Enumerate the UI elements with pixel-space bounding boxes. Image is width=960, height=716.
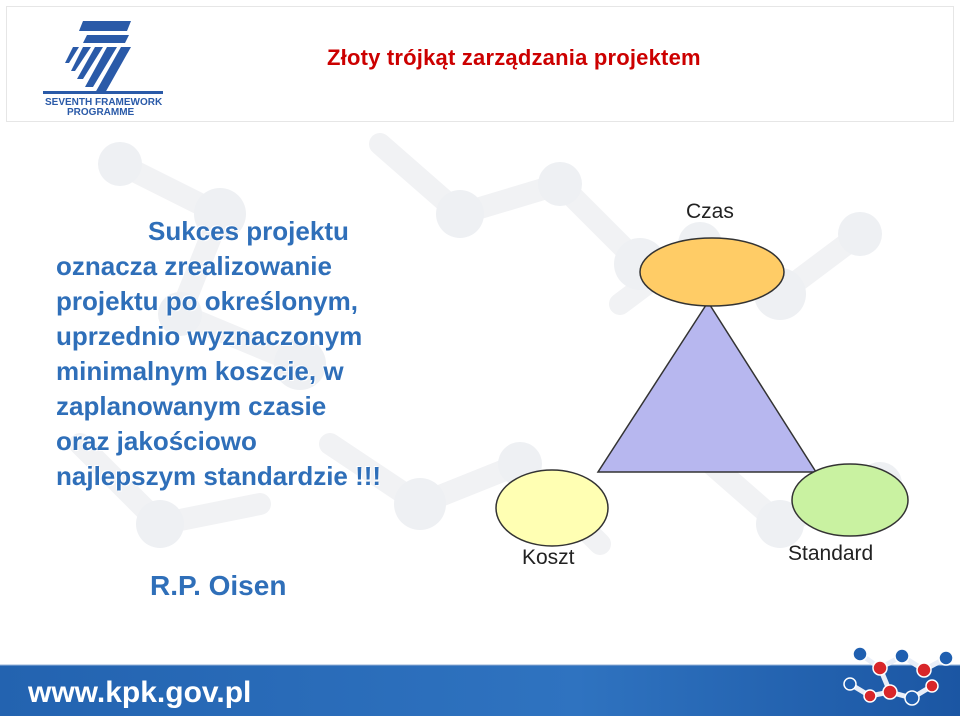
definition-text [56, 214, 516, 494]
footer-bar [0, 636, 960, 716]
cost-label: Koszt [522, 546, 575, 569]
definition-line: oznacza zrealizowanie [56, 251, 332, 281]
footer-url[interactable]: www.kpk.gov.pl [28, 676, 252, 709]
author-credit: R.P. Oisen [150, 570, 287, 601]
definition-line: projektu po określonym, [56, 286, 358, 316]
time-node [640, 238, 784, 306]
definition-line: Sukces projektu [148, 216, 349, 246]
time-label: Czas [686, 200, 734, 223]
cost-node [496, 470, 608, 546]
triangle-diagram [490, 190, 950, 590]
molecule-icon [820, 636, 960, 716]
logo-line2: PROGRAMME [67, 107, 135, 118]
definition-line: uprzednio wyznaczonym [56, 321, 363, 351]
definition-line: oraz jakościowo [56, 426, 257, 456]
logo-line1: SEVENTH FRAMEWORK [45, 97, 163, 108]
standard-label: Standard [788, 542, 874, 565]
triangle-shape [598, 302, 816, 472]
definition-line: minimalnym koszcie, w [56, 356, 344, 386]
standard-node [792, 464, 908, 536]
fp7-logo [43, 13, 163, 119]
definition-line: zaplanowanym czasie [56, 391, 327, 421]
definition-line: najlepszym standardzie !!! [56, 461, 382, 491]
page-title: Złoty trójkąt zarządzania projektem [327, 45, 701, 70]
header-bar [6, 6, 954, 122]
